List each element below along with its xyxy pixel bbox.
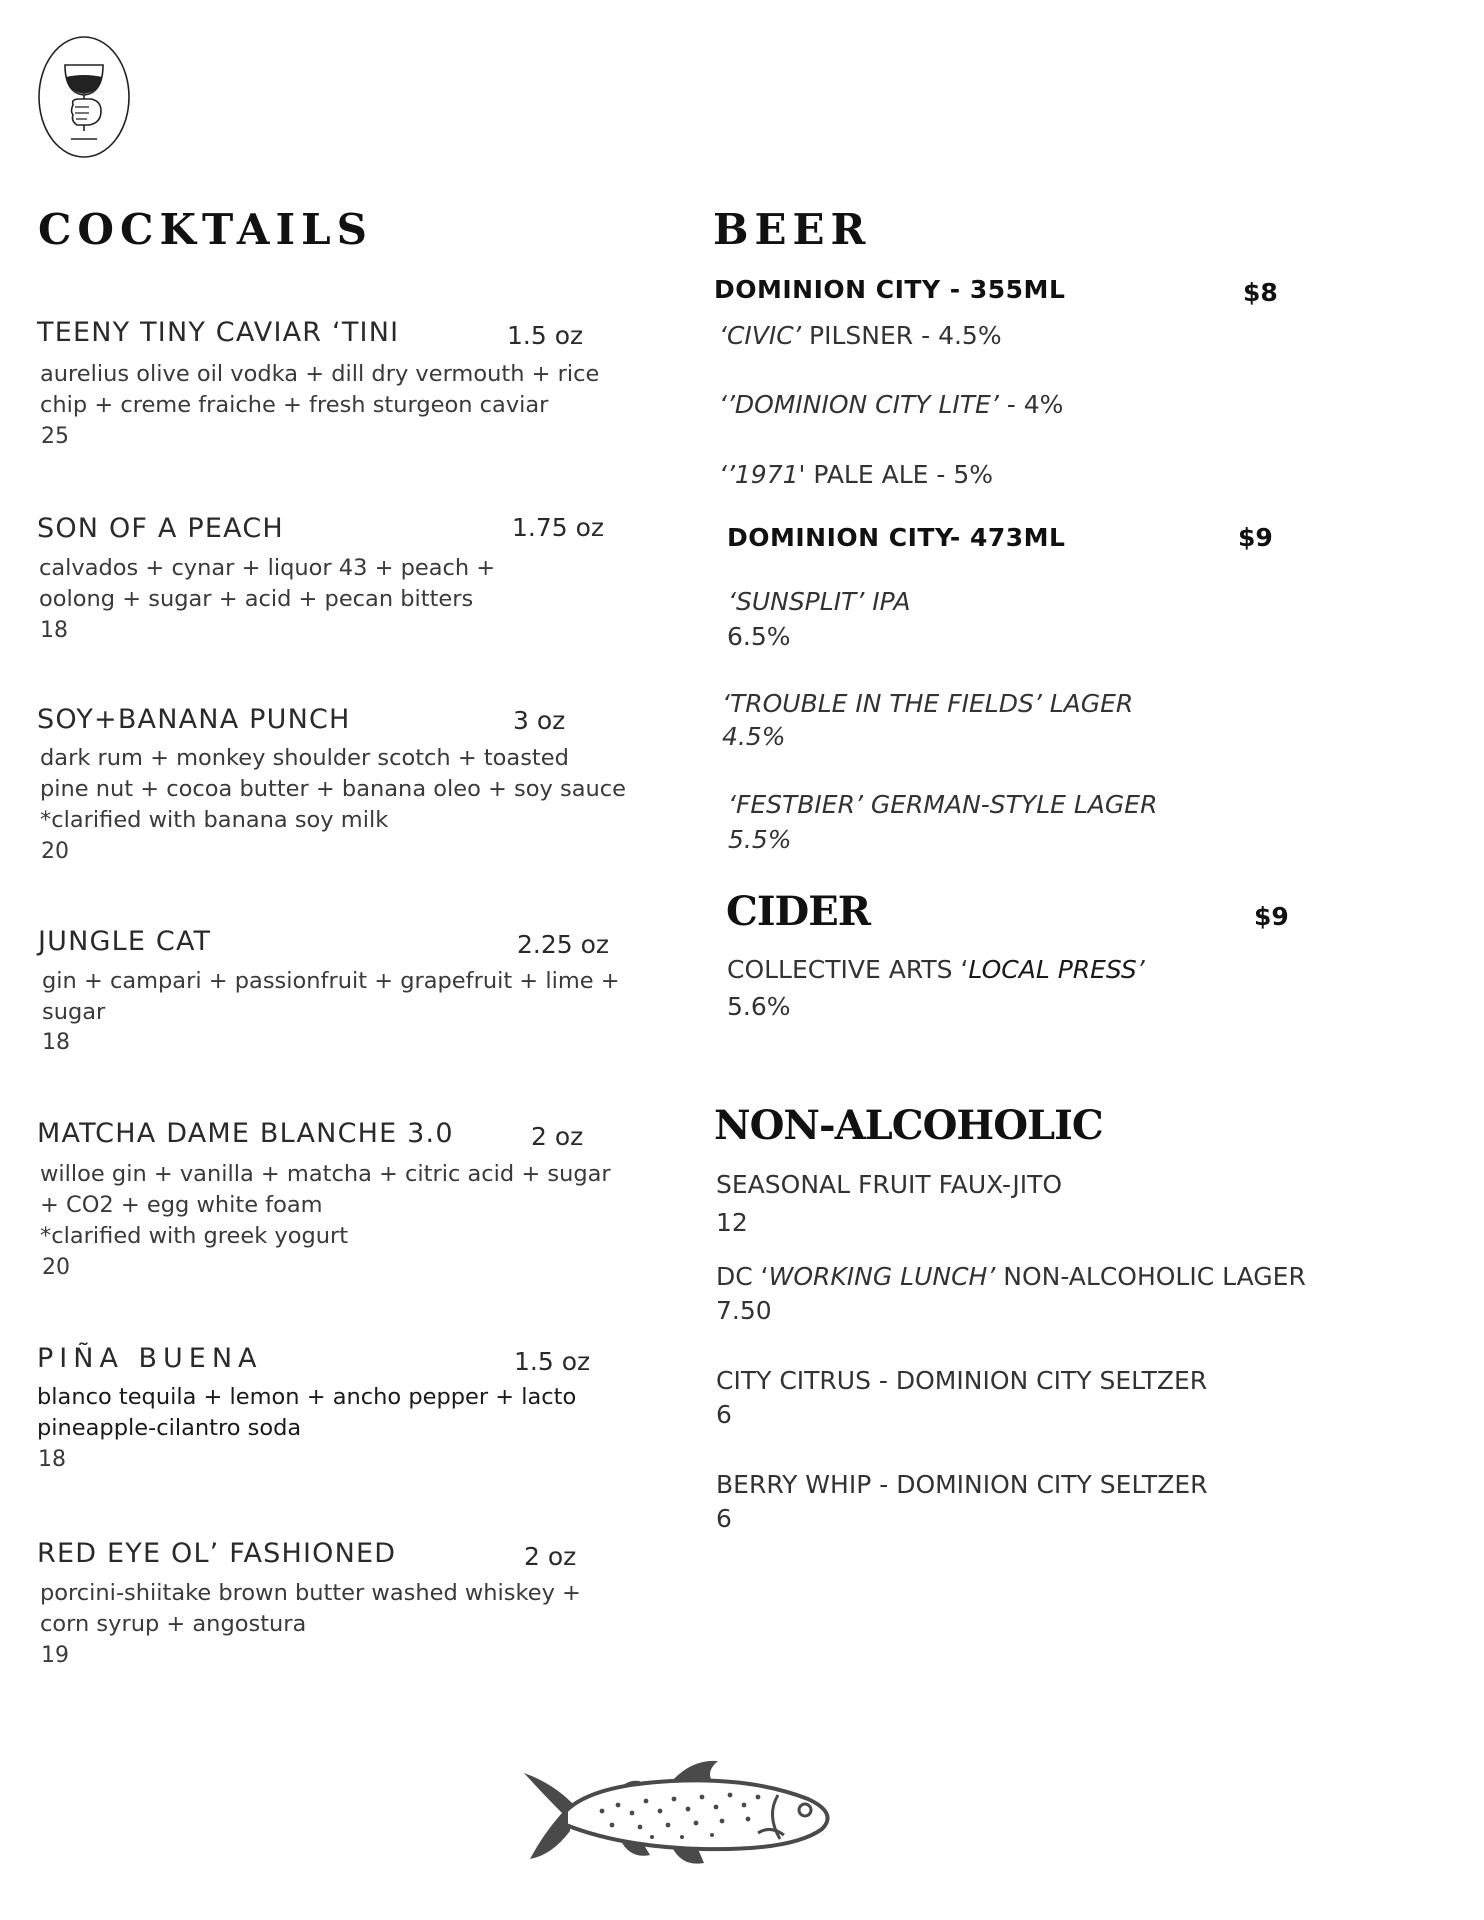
non-alcoholic-item	[716, 1470, 1208, 1499]
description-line: + CO2 + egg white foam	[40, 1192, 323, 1218]
description-line: porcini-shiitake brown butter washed whiskey +	[40, 1580, 581, 1606]
beer-abv: 4.5%	[722, 722, 786, 751]
cocktail-price: 25	[41, 424, 69, 449]
beer-name: ‘’DOMINION CITY LITE’	[719, 390, 999, 419]
non-alcoholic-price: 7.50	[716, 1296, 772, 1325]
description-line: pineapple-cilantro soda	[37, 1415, 302, 1441]
non-alcoholic-price: 6	[716, 1504, 732, 1533]
description-line: gin + campari + passionfruit + grapefruit + lime +	[42, 968, 620, 994]
cocktail-name: SOY+BANANA PUNCH	[37, 704, 351, 735]
cocktail-price: 18	[38, 1447, 66, 1472]
cocktail-name: SON OF A PEACH	[37, 513, 284, 544]
cocktail-name: TEENY TINY CAVIAR ‘TINI	[37, 317, 400, 348]
non-alcoholic-heading: NON-ALCOHOLIC	[714, 1102, 1103, 1149]
beer-style: PILSNER - 4.5%	[801, 321, 1002, 350]
beer-style: IPA	[864, 587, 911, 616]
cocktail-oz: 2.25 oz	[517, 930, 610, 959]
beer-style: GERMAN-STYLE LAGER	[862, 790, 1158, 819]
cocktail-price: 19	[41, 1643, 69, 1668]
beer-style: - 4%	[998, 390, 1064, 419]
beer-style: LAGER	[1041, 689, 1134, 718]
cocktail-description	[39, 553, 659, 615]
description-line: oolong + sugar + acid + pecan bitters	[39, 586, 474, 612]
trout-fish-icon	[522, 1755, 840, 1877]
cocktail-price: 18	[40, 618, 68, 643]
beer-item	[728, 587, 911, 616]
cocktail-price: 20	[42, 1255, 70, 1280]
non-alcoholic-price: 6	[716, 1400, 732, 1429]
description-line: blanco tequila + lemon + ancho pepper + lacto	[37, 1384, 577, 1410]
beer-abv: 6.5%	[727, 622, 791, 651]
description-line: pine nut + cocoa butter + banana oleo + soy sauce	[40, 776, 626, 802]
non-alcoholic-item	[716, 1170, 1062, 1199]
cocktail-name: JUNGLE CAT	[38, 926, 212, 957]
cider-maker: COLLECTIVE ARTS ‘	[727, 955, 969, 984]
cider-quote-mark: ’	[1136, 955, 1145, 984]
drink-name: SEASONAL FRUIT FAUX-JITO	[716, 1170, 1063, 1199]
beer-name: ‘’1971'	[719, 460, 806, 489]
cocktail-description	[40, 743, 660, 836]
beer-item	[728, 790, 1157, 819]
cocktail-name: MATCHA DAME BLANCHE 3.0	[37, 1118, 454, 1149]
wine-glass-hand-logo-icon	[37, 35, 131, 159]
beer-name: ‘CIVIC’	[719, 321, 802, 350]
cider-price: $9	[1254, 902, 1289, 931]
beer-name: ‘FESTBIER’	[728, 790, 863, 819]
beer-group-price: $8	[1243, 278, 1278, 307]
cider-name: LOCAL PRESS	[968, 955, 1137, 984]
beer-item	[722, 689, 1133, 718]
description-line: dark rum + monkey shoulder scotch + toasted	[40, 745, 569, 771]
description-line: chip + creme fraiche + fresh sturgeon caviar	[40, 392, 549, 418]
beer-name: ‘SUNSPLIT’	[728, 587, 865, 616]
drink-name: CITY CITRUS - DOMINION CITY SELTZER	[716, 1366, 1208, 1395]
drink-name: BERRY WHIP - DOMINION CITY SELTZER	[716, 1470, 1208, 1499]
cocktail-description	[40, 359, 660, 421]
cocktail-name: PIÑA BUENA	[37, 1343, 263, 1374]
non-alcoholic-item	[716, 1262, 1306, 1291]
beer-item	[719, 460, 993, 489]
cocktail-description	[40, 1159, 660, 1252]
description-line: *clarified with banana soy milk	[40, 807, 389, 833]
cocktail-oz: 1.5 oz	[514, 1347, 591, 1376]
description-line: corn syrup + angostura	[40, 1611, 307, 1637]
beer-group-price: $9	[1238, 523, 1273, 552]
beer-item	[719, 321, 1002, 350]
description-line: calvados + cynar + liquor 43 + peach +	[39, 555, 496, 581]
cocktail-oz: 3 oz	[513, 706, 566, 735]
description-line: willoe gin + vanilla + matcha + citric acid + sugar	[40, 1161, 611, 1187]
cocktail-name: RED EYE OL’ FASHIONED	[37, 1538, 397, 1569]
cocktail-price: 20	[41, 839, 69, 864]
description-line: sugar	[42, 999, 106, 1025]
beer-group-heading: DOMINION CITY- 473ML	[727, 523, 1066, 552]
drink-name: DC ‘	[716, 1262, 769, 1291]
cocktail-price: 18	[42, 1030, 70, 1055]
beer-heading: BEER	[713, 205, 872, 254]
cocktail-oz: 1.75 oz	[512, 513, 605, 542]
beer-item	[719, 390, 1063, 419]
cider-abv: 5.6%	[727, 992, 791, 1021]
beer-style: PALE ALE - 5%	[805, 460, 993, 489]
description-line: aurelius olive oil vodka + dill dry vermouth + rice	[40, 361, 600, 387]
cocktail-description	[40, 1578, 660, 1640]
beer-abv: 5.5%	[728, 825, 792, 854]
drink-name-italic: WORKING LUNCH’	[768, 1262, 996, 1291]
cocktail-description	[42, 966, 662, 1028]
cocktail-oz: 1.5 oz	[507, 321, 584, 350]
beer-group-heading: DOMINION CITY - 355ML	[714, 275, 1066, 304]
cocktail-oz: 2 oz	[524, 1542, 577, 1571]
beer-name: ‘TROUBLE IN THE FIELDS’	[722, 689, 1042, 718]
cider-item	[727, 955, 1145, 984]
non-alcoholic-item	[716, 1366, 1207, 1395]
cocktail-oz: 2 oz	[531, 1122, 584, 1151]
cocktail-description	[37, 1382, 657, 1444]
drink-style: NON-ALCOHOLIC LAGER	[995, 1262, 1306, 1291]
cider-heading: CIDER	[726, 888, 870, 935]
cocktails-heading: COCKTAILS	[38, 205, 373, 254]
non-alcoholic-price: 12	[716, 1208, 748, 1237]
description-line: *clarified with greek yogurt	[40, 1223, 349, 1249]
